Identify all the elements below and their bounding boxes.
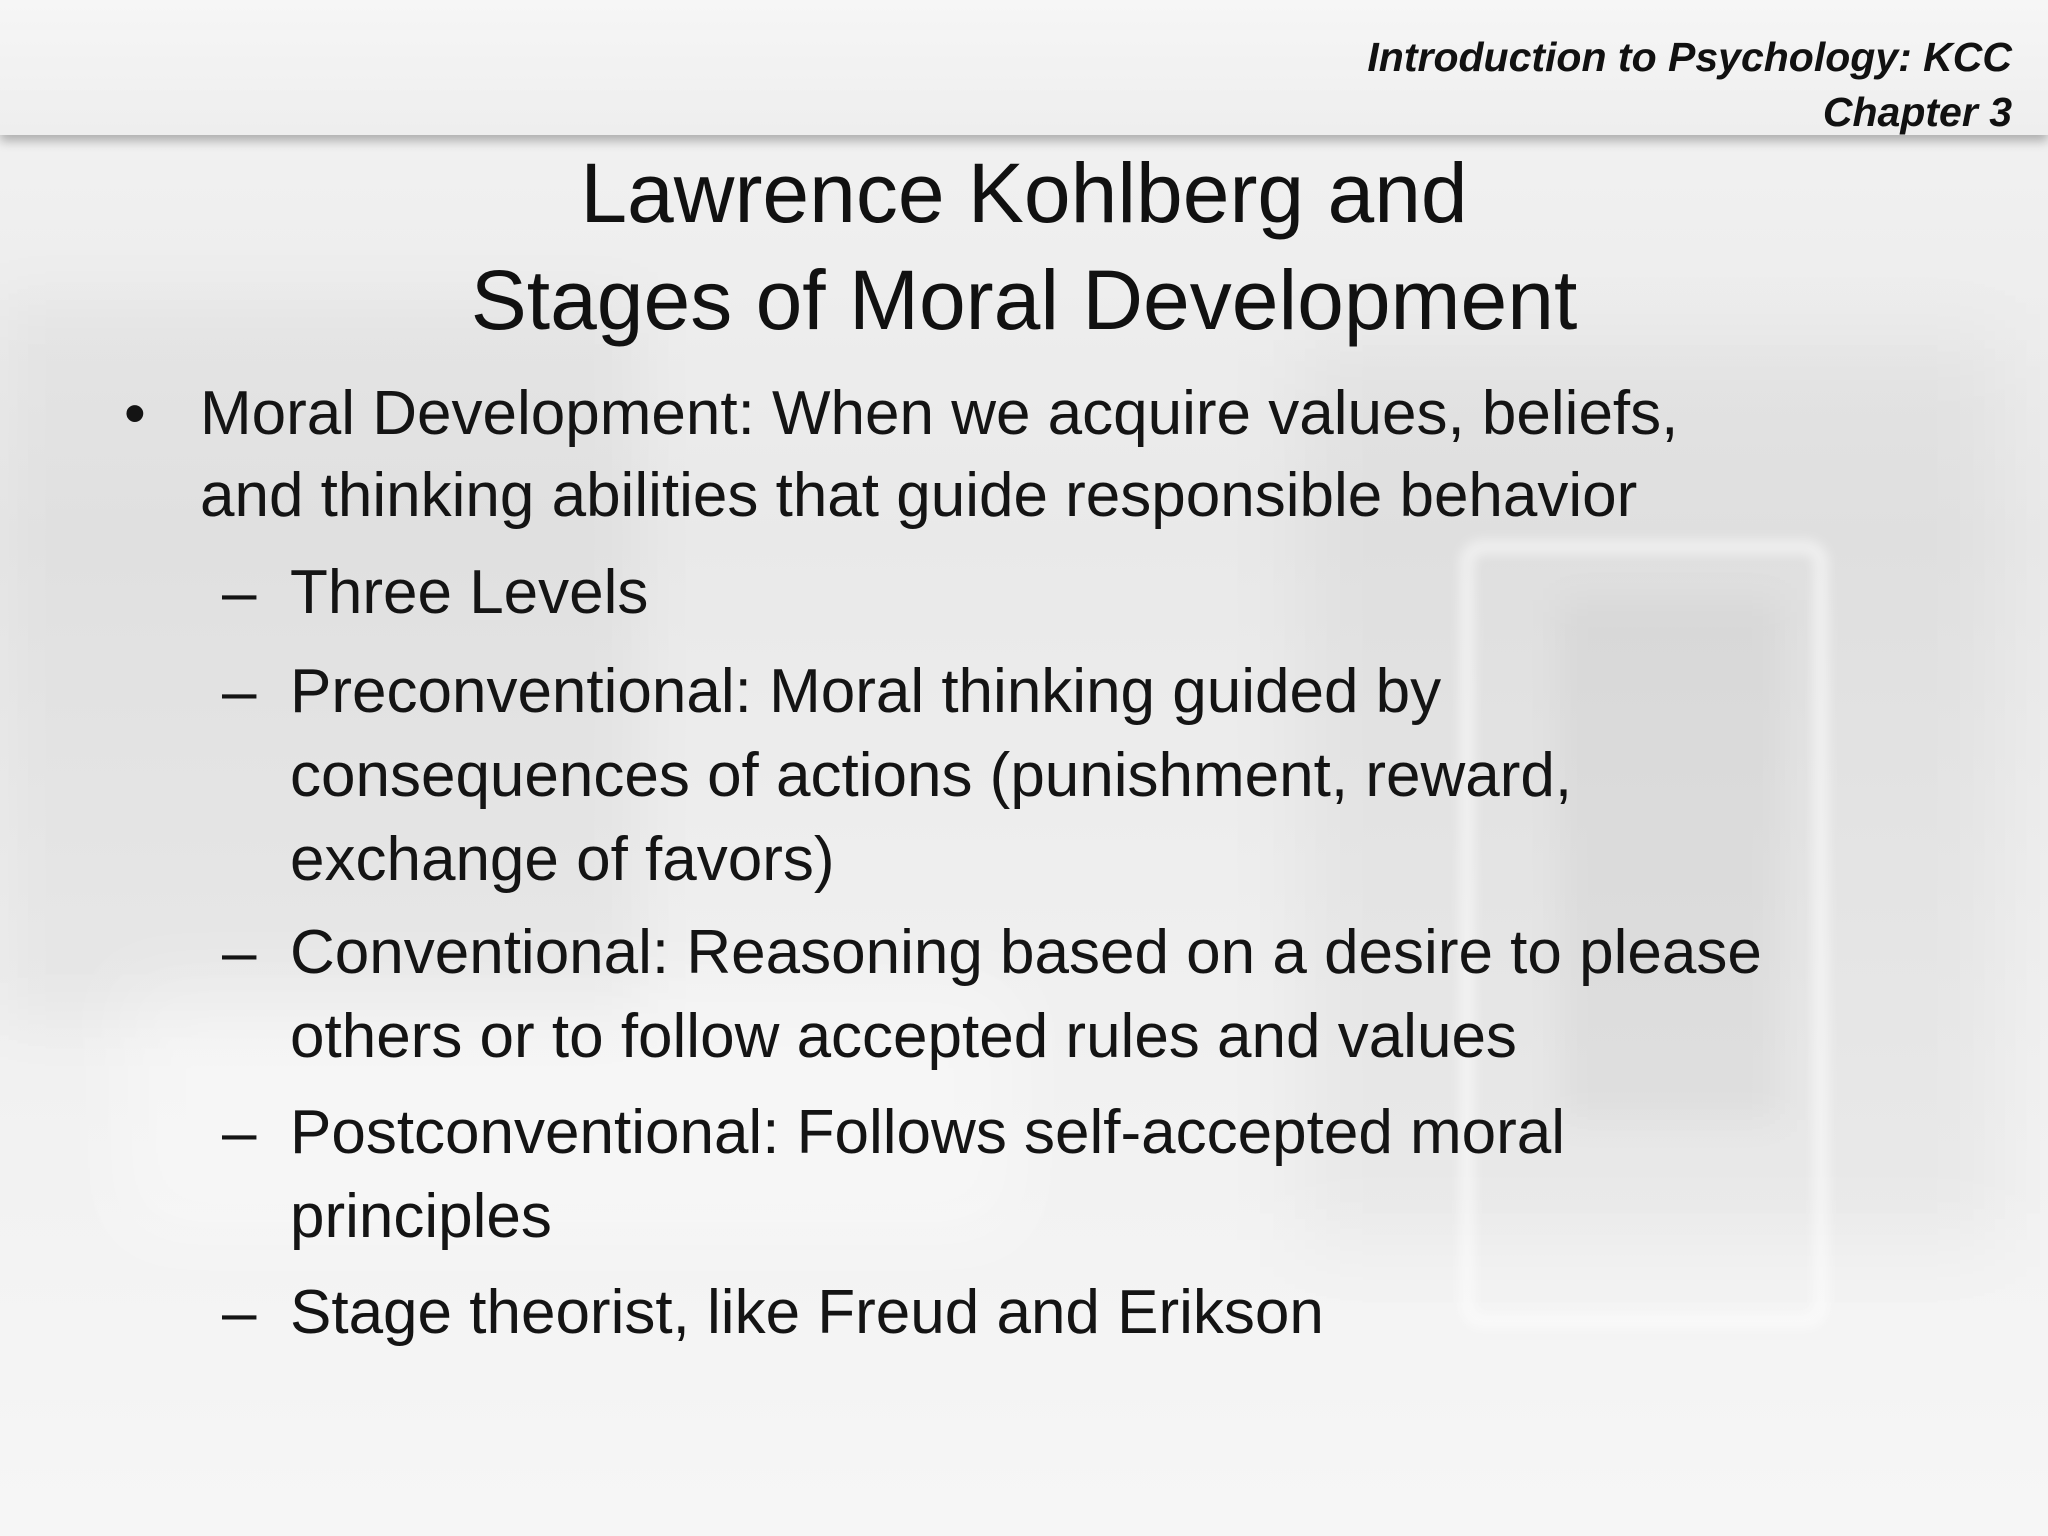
sub-bullet-text-line: others or to follow accepted rules and values [290,1002,1517,1071]
course-name: Introduction to Psychology: KCC [1367,34,2012,80]
sub-bullet-text-line: exchange of favors) [290,825,835,894]
sub-bullet-text-line: Postconventional: Follows self-accepted moral [290,1098,1566,1167]
sub-bullet-marker: – [222,1098,257,1167]
bullet-text-line: Moral Development: When we acquire values, beliefs, [200,379,1679,448]
sub-bullet-text [290,551,648,635]
bullet-marker: • [124,379,146,448]
sub-bullet-marker: – [222,558,257,627]
slide-title-line-1: Lawrence Kohlberg and [580,146,1468,240]
sub-bullet-text [290,1271,1324,1355]
sub-bullet-marker: – [222,1278,257,1347]
bullet-text [200,373,1678,537]
sub-bullet-text-line: Preconventional: Moral thinking guided by [290,657,1442,726]
chapter-label: Chapter 3 [1822,89,2012,135]
slide-title-line-2: Stages of Moral Development [470,253,1578,347]
sub-bullet-text-line: Three Levels [290,558,649,627]
sub-bullet-text-line: Conventional: Reasoning based on a desire to please [290,918,1762,987]
bullet-text-line: and thinking abilities that guide responsible behavior [200,461,1638,530]
course-label [1367,30,2012,140]
sub-bullet-text-line: Stage theorist, like Freud and Erikson [290,1278,1324,1347]
slide-title [0,140,2048,354]
sub-bullet-text [290,650,1572,902]
sub-bullet-text [290,1091,1565,1259]
sub-bullet-marker: – [222,918,257,987]
sub-bullet-text-line: consequences of actions (punishment, reward, [290,741,1573,810]
sub-bullet-text [290,911,1762,1079]
sub-bullet-text-line: principles [290,1182,552,1251]
sub-bullet-marker: – [222,657,257,726]
